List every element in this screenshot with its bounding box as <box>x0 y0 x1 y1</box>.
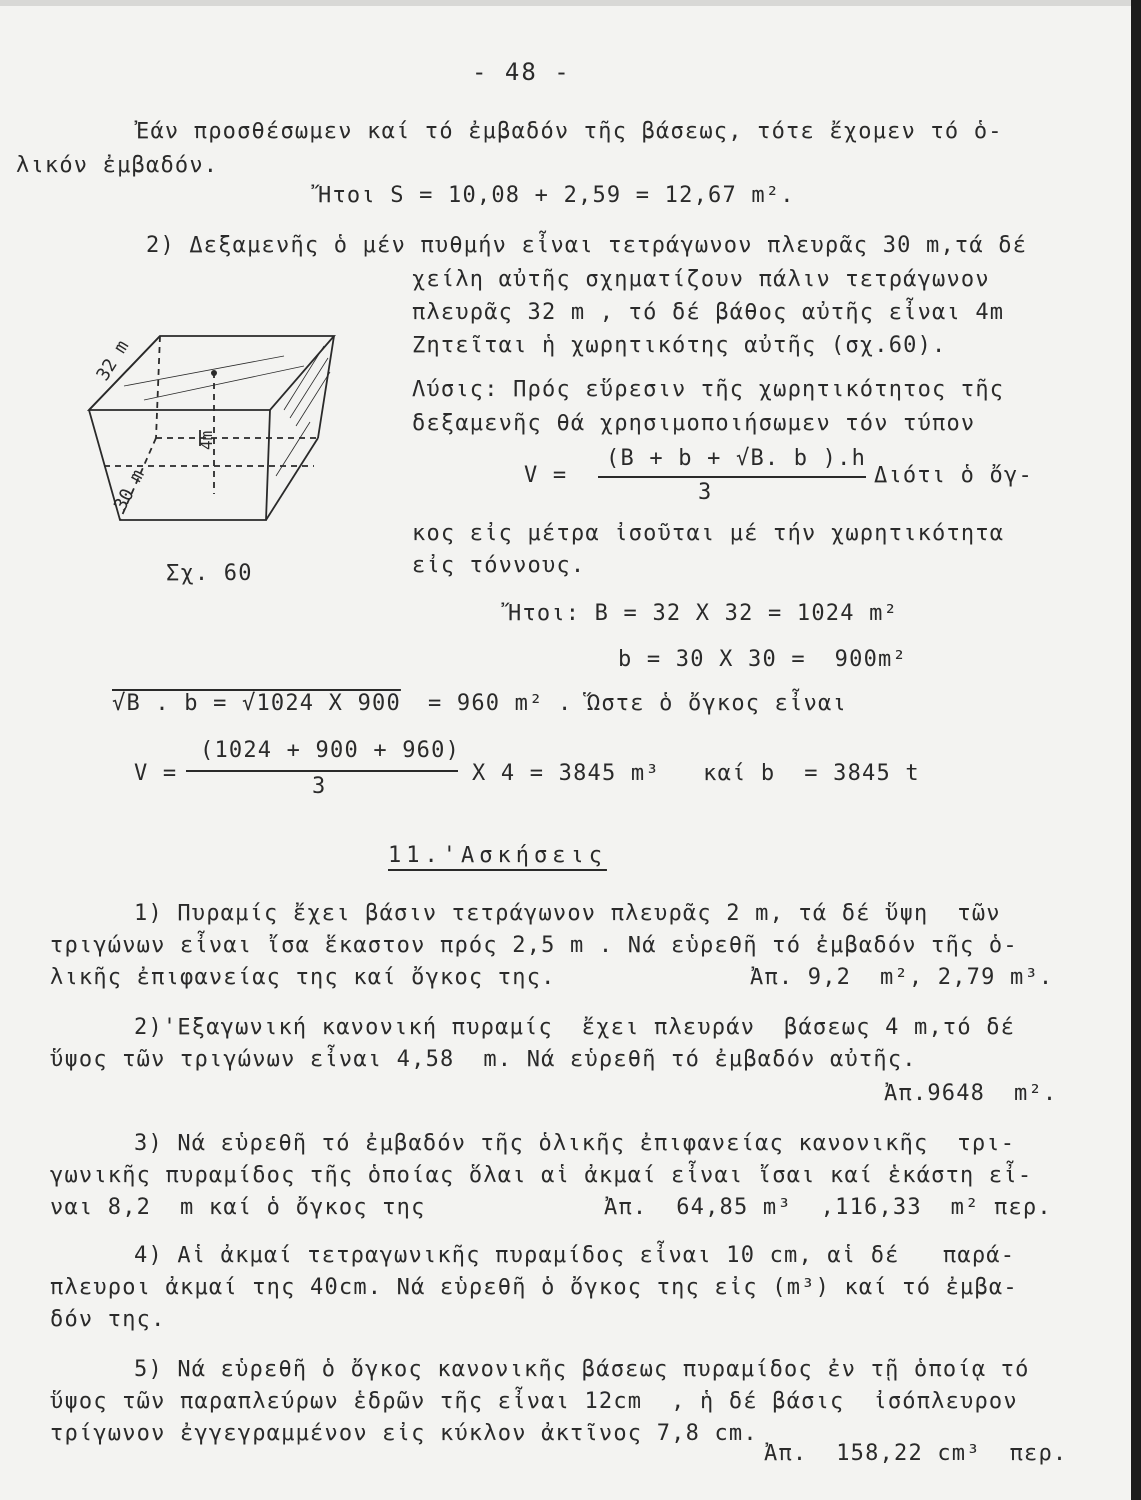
calc-line-1: Ἤτοι: B = 32 X 32 = 1024 m² <box>508 601 899 626</box>
formula-explanation: Διότι ὁ ὄγ- <box>874 463 1033 488</box>
result-denominator: 3 <box>312 774 327 799</box>
formula-denominator: 3 <box>698 480 713 505</box>
exercise-1-line-2: τριγώνων εἶναι ἴσα ἕκαστον πρός 2,5 m . Νά εὑρεθῆ τό ἐμβαδόν τῆς ὁ- <box>50 933 1018 958</box>
tank-apex-dot <box>211 370 217 376</box>
tank-hatch-5 <box>124 356 284 386</box>
section-title: 11.'Ασκήσεις <box>388 843 607 868</box>
example-2-line-4: Ζητεῖται ἡ χωρητικότης αὐτῆς (σχ.60). <box>412 333 947 358</box>
scan-right-edge <box>1131 0 1141 1500</box>
page-number: - 48 - <box>472 58 571 86</box>
tank-figure <box>84 326 346 526</box>
result-lhs: V = <box>134 761 178 786</box>
exercise-3-answer: Ἀπ. 64,85 m³ ,116,33 m² περ. <box>604 1195 1052 1220</box>
result-tail: X 4 = 3845 m³ καί b = 3845 t <box>472 761 920 786</box>
solution-line-2: δεξαμενῆς θά χρησιμοποιήσωμεν τόν τύπον <box>412 411 976 436</box>
tank-hatch-1 <box>284 346 324 410</box>
formula-numerator: (B + b + √B. b ).h <box>606 446 867 471</box>
result-fraction-bar <box>186 770 458 772</box>
solution-line-1: Λύσις: Πρός εὕρεσιν τῆς χωρητικότητος τῆς <box>412 377 1005 402</box>
exercise-1-line-3: λικῆς ἐπιφανείας της καί ὄγκος της. <box>50 965 556 990</box>
exercise-5-line-3: τρίγωνον ἐγγεγραμμένον εἰς κύκλον ἀκτῖνος 7,8 cm. <box>50 1421 758 1446</box>
example-2-line-1: 2) Δεξαμενῆς ὁ μέν πυθμήν εἶναι τετράγωνον πλευρᾶς 30 m,τά δέ <box>146 233 1028 258</box>
exercise-4-line-2: πλευροι ἀκμαί της 40cm. Νά εὑρεθῆ ὁ ὄγκος της εἰς (m³) καί τό ἐμβα- <box>50 1275 1018 1300</box>
result-numerator: (1024 + 900 + 960) <box>200 738 461 763</box>
tank-hatch-6 <box>144 366 304 400</box>
tank-hatch-4 <box>276 422 310 476</box>
intro-line-2: λικόν ἐμβαδόν. <box>16 153 219 178</box>
exercise-5-answer: Ἀπ. 158,22 cm³ περ. <box>764 1441 1068 1466</box>
figure-caption: Σχ. 60 <box>166 561 253 586</box>
example-2-line-3: πλευρᾶς 32 m , τό δέ βάθος αὐτῆς εἶναι 4m <box>412 300 1005 325</box>
exercise-2-line-1: 2)'Εξαγωνική κανονική πυραμίς ἔχει πλευράν βάσεως 4 m,τό δέ <box>134 1015 1016 1040</box>
exercise-1-answer: Ἀπ. 9,2 m², 2,79 m³. <box>750 965 1054 990</box>
exercise-2-answer: Ἀπ.9648 m². <box>884 1081 1058 1106</box>
label-bottom-side: 30 m <box>109 466 149 515</box>
calc-sqrt-expression: √B . b = √1024 X 900 <box>112 691 401 716</box>
label-height: 4m <box>197 430 216 450</box>
exercise-3-line-1: 3) Νά εὑρεθῆ τό ἐμβαδόν τῆς ὁλικῆς ἐπιφανείας κανονικῆς τρι- <box>134 1131 1016 1156</box>
label-top-side: 32 m <box>92 336 134 385</box>
exercise-5-line-2: ὕψος τῶν παραπλεύρων ἑδρῶν τῆς εἶναι 12cm , ἡ δέ βάσις ἰσόπλευρον <box>50 1389 1018 1414</box>
formula-lhs: V = <box>524 463 568 488</box>
scan-top-edge <box>0 0 1141 6</box>
exercise-3-line-2: γωνικῆς πυραμίδος τῆς ὁποίας ὅλαι αἱ ἀκμαί εἶναι ἴσαι καί ἑκάστη εἶ- <box>50 1163 1033 1188</box>
example-2-line-5: κος εἰς μέτρα ἰσοῦται μέ τήν χωρητικότητα <box>412 521 1005 546</box>
exercise-3-line-3: ναι 8,2 m καί ὁ ὄγκος της <box>50 1195 426 1220</box>
exercise-1-line-1: 1) Πυραμίς ἔχει βάσιν τετράγωνον πλευρᾶς 2 m, τά δέ ὕψη τῶν <box>134 901 1001 926</box>
exercise-4-line-1: 4) Αἱ ἀκμαί τετραγωνικῆς πυραμίδος εἶναι 10 cm, αἱ δέ παρά- <box>134 1243 1016 1268</box>
calc-sqrt-result: = 960 m² . Ὥστε ὁ ὄγκος εἶναι <box>428 691 847 716</box>
intro-line-1: Ἐάν προσθέσωμεν καί τό ἐμβαδόν τῆς βάσεως, τότε ἔχομεν τό ὁ- <box>136 119 1003 144</box>
exercise-2-line-2: ὕψος τῶν τριγώνων εἶναι 4,58 m. Νά εὑρεθῆ τό ἐμβαδόν αὐτῆς. <box>50 1047 917 1072</box>
intro-equation: Ἤτοι S = 10,08 + 2,59 = 12,67 m². <box>318 183 795 208</box>
calc-line-2: b = 30 X 30 = 900m² <box>618 647 907 672</box>
example-2-line-2: χείλη αὐτῆς σχηματίζουν πάλιν τετράγωνον <box>412 267 990 292</box>
exercise-4-line-3: δόν της. <box>50 1307 166 1332</box>
exercise-5-line-1: 5) Νά εὑρεθῆ ὁ ὄγκος κανονικῆς βάσεως πυραμίδος ἐν τῇ ὁποίᾳ τό <box>134 1357 1030 1382</box>
tank-hidden-edge-left <box>156 336 160 438</box>
example-2-line-6: εἰς τόννους. <box>412 553 586 578</box>
formula-fraction-bar <box>598 476 866 478</box>
